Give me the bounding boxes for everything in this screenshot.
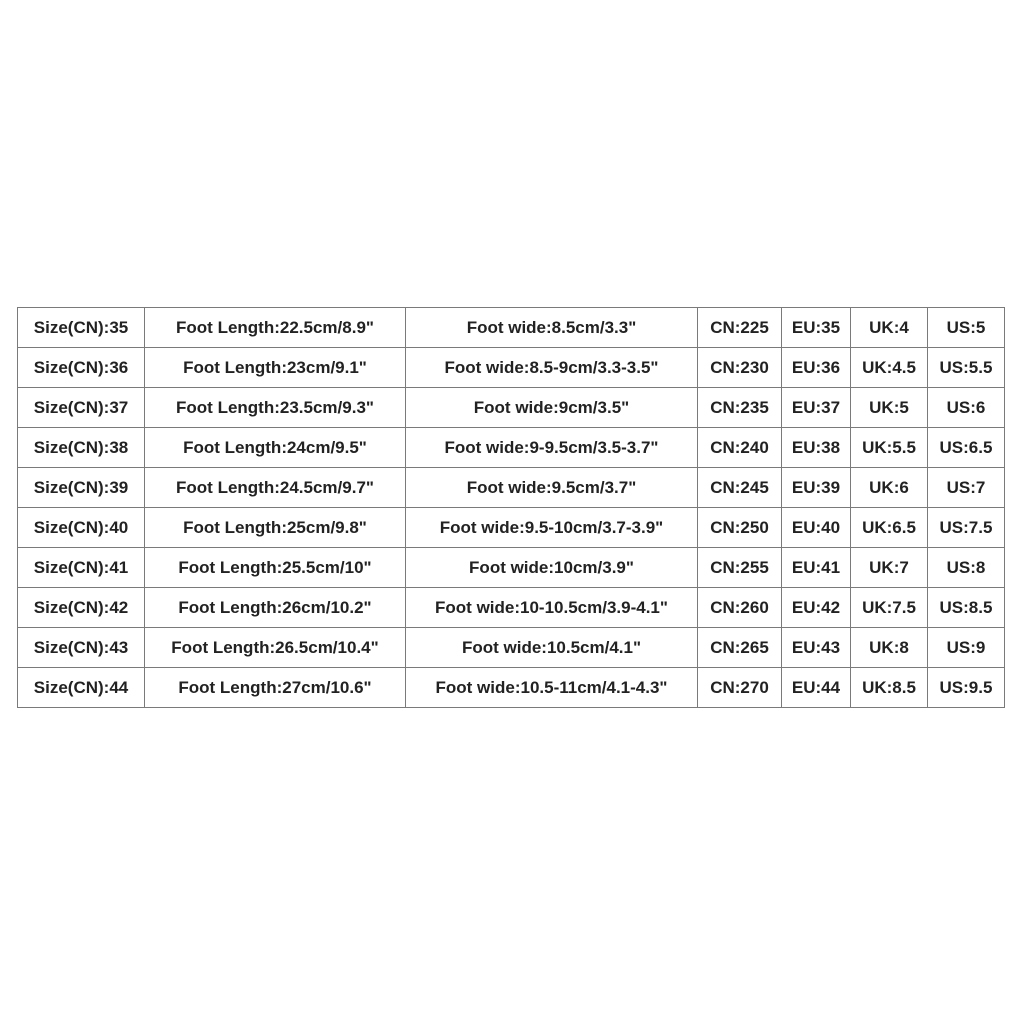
foot-wide-cell: Foot wide:10cm/3.9": [406, 548, 698, 588]
table-row: [18, 388, 1005, 428]
cn-cell: CN:265: [698, 628, 782, 668]
uk-cell: UK:5: [851, 388, 928, 428]
foot-wide-cell: Foot wide:8.5-9cm/3.3-3.5": [406, 348, 698, 388]
cn-cell: CN:240: [698, 428, 782, 468]
size-chart-table: [17, 307, 1005, 708]
uk-cell: UK:6: [851, 468, 928, 508]
us-cell: US:5.5: [928, 348, 1005, 388]
foot-wide-cell: Foot wide:10.5cm/4.1": [406, 628, 698, 668]
foot-wide-cell: Foot wide:10.5-11cm/4.1-4.3": [406, 668, 698, 708]
size-cn-cell: Size(CN):41: [18, 548, 145, 588]
cn-cell: CN:235: [698, 388, 782, 428]
size-cn-cell: Size(CN):35: [18, 308, 145, 348]
foot-length-cell: Foot Length:26cm/10.2": [145, 588, 406, 628]
us-cell: US:9: [928, 628, 1005, 668]
us-cell: US:8: [928, 548, 1005, 588]
foot-length-cell: Foot Length:27cm/10.6": [145, 668, 406, 708]
size-chart-body: [18, 308, 1005, 708]
table-row: [18, 348, 1005, 388]
foot-wide-cell: Foot wide:9.5cm/3.7": [406, 468, 698, 508]
cn-cell: CN:225: [698, 308, 782, 348]
us-cell: US:7: [928, 468, 1005, 508]
uk-cell: UK:8.5: [851, 668, 928, 708]
foot-wide-cell: Foot wide:8.5cm/3.3": [406, 308, 698, 348]
foot-length-cell: Foot Length:26.5cm/10.4": [145, 628, 406, 668]
eu-cell: EU:42: [782, 588, 851, 628]
table-row: [18, 308, 1005, 348]
size-cn-cell: Size(CN):42: [18, 588, 145, 628]
us-cell: US:9.5: [928, 668, 1005, 708]
table-row: [18, 508, 1005, 548]
eu-cell: EU:37: [782, 388, 851, 428]
eu-cell: EU:38: [782, 428, 851, 468]
eu-cell: EU:44: [782, 668, 851, 708]
foot-length-cell: Foot Length:22.5cm/8.9": [145, 308, 406, 348]
size-cn-cell: Size(CN):36: [18, 348, 145, 388]
table-row: [18, 428, 1005, 468]
foot-wide-cell: Foot wide:10-10.5cm/3.9-4.1": [406, 588, 698, 628]
size-cn-cell: Size(CN):40: [18, 508, 145, 548]
us-cell: US:8.5: [928, 588, 1005, 628]
eu-cell: EU:43: [782, 628, 851, 668]
size-cn-cell: Size(CN):37: [18, 388, 145, 428]
foot-wide-cell: Foot wide:9.5-10cm/3.7-3.9": [406, 508, 698, 548]
uk-cell: UK:7.5: [851, 588, 928, 628]
foot-wide-cell: Foot wide:9-9.5cm/3.5-3.7": [406, 428, 698, 468]
uk-cell: UK:4: [851, 308, 928, 348]
us-cell: US:5: [928, 308, 1005, 348]
uk-cell: UK:8: [851, 628, 928, 668]
table-row: [18, 468, 1005, 508]
size-cn-cell: Size(CN):44: [18, 668, 145, 708]
uk-cell: UK:6.5: [851, 508, 928, 548]
size-cn-cell: Size(CN):39: [18, 468, 145, 508]
uk-cell: UK:7: [851, 548, 928, 588]
cn-cell: CN:250: [698, 508, 782, 548]
size-cn-cell: Size(CN):38: [18, 428, 145, 468]
eu-cell: EU:35: [782, 308, 851, 348]
cn-cell: CN:270: [698, 668, 782, 708]
cn-cell: CN:260: [698, 588, 782, 628]
us-cell: US:7.5: [928, 508, 1005, 548]
eu-cell: EU:41: [782, 548, 851, 588]
cn-cell: CN:230: [698, 348, 782, 388]
cn-cell: CN:255: [698, 548, 782, 588]
uk-cell: UK:4.5: [851, 348, 928, 388]
eu-cell: EU:40: [782, 508, 851, 548]
foot-length-cell: Foot Length:24cm/9.5": [145, 428, 406, 468]
foot-length-cell: Foot Length:23.5cm/9.3": [145, 388, 406, 428]
us-cell: US:6.5: [928, 428, 1005, 468]
eu-cell: EU:39: [782, 468, 851, 508]
table-row: [18, 588, 1005, 628]
foot-length-cell: Foot Length:25.5cm/10": [145, 548, 406, 588]
table-row: [18, 668, 1005, 708]
table-row: [18, 628, 1005, 668]
foot-length-cell: Foot Length:25cm/9.8": [145, 508, 406, 548]
us-cell: US:6: [928, 388, 1005, 428]
foot-wide-cell: Foot wide:9cm/3.5": [406, 388, 698, 428]
foot-length-cell: Foot Length:24.5cm/9.7": [145, 468, 406, 508]
uk-cell: UK:5.5: [851, 428, 928, 468]
size-cn-cell: Size(CN):43: [18, 628, 145, 668]
foot-length-cell: Foot Length:23cm/9.1": [145, 348, 406, 388]
eu-cell: EU:36: [782, 348, 851, 388]
cn-cell: CN:245: [698, 468, 782, 508]
table-row: [18, 548, 1005, 588]
